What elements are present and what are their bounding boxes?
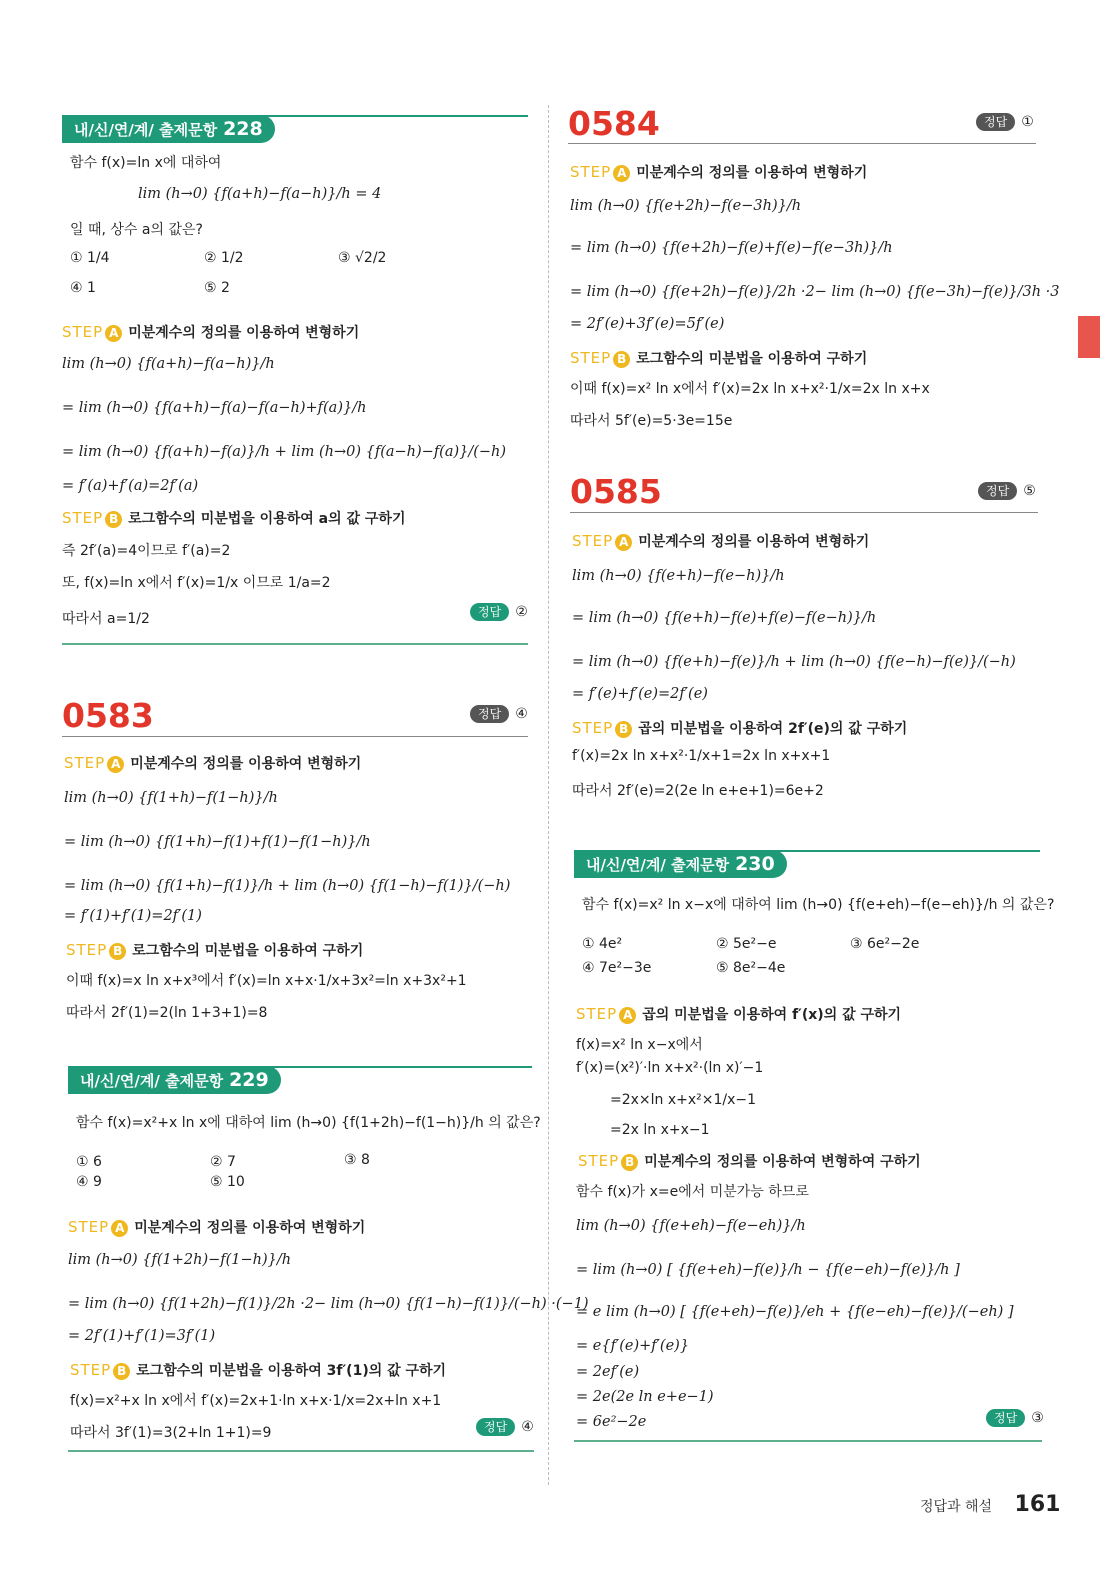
box-228-step-a: STEP A 미분계수의 정의를 이용하여 변형하기 [62, 323, 360, 341]
box-228-top-line [62, 115, 528, 117]
box-230-b-line5: = e{f′(e)+f′(e)} [576, 1338, 690, 1354]
box-230-number: 230 [735, 853, 775, 875]
box-229-top-line [68, 1066, 532, 1068]
box-230-b-line8: = 6e²−2e [576, 1414, 647, 1430]
problem-0584-step-b: STEP B 로그함수의 미분법을 이용하여 구하기 [570, 349, 868, 367]
problem-0585-step-b: STEP B 곱의 미분법을 이용하여 2f′(e)의 값 구하기 [572, 719, 908, 737]
box-230-a-line1: f(x)=x² ln x−x에서 [576, 1037, 703, 1053]
answer-badge: 정답 [978, 482, 1017, 500]
box-228-number: 228 [223, 118, 263, 140]
choice-5: ⑤ 2 [204, 280, 230, 296]
box-229-prefix: 내/신/연/계/ 출제문항 [80, 1072, 224, 1090]
answer-badge: 정답 [470, 705, 509, 723]
box-230-top-line [574, 850, 1040, 852]
box-230-b-line1: 함수 f(x)가 x=e에서 미분가능 하므로 [576, 1184, 809, 1200]
p0584-b-line1: 이때 f(x)=x² ln x에서 f′(x)=2x ln x+x²·1/x=2x ln x+x [570, 381, 930, 397]
p0583-a-line4: = f′(1)+f′(1)=2f′(1) [64, 908, 202, 924]
box-229-question: 함수 f(x)=x²+x ln x에 대하여 lim (h→0) {f(1+2h)−f(1−h)}/h 의 값은? [76, 1115, 541, 1131]
choice-1: ① 1/4 [70, 250, 110, 266]
box-230-step-b: STEP B 미분계수의 정의를 이용하여 변형하여 구하기 [578, 1152, 921, 1170]
column-divider [548, 105, 549, 1485]
box-228-a-line3: = lim (h→0) {f(a+h)−f(a)}/h + lim (h→0) {f(a−h)−f(a)}/(−h) [62, 444, 507, 460]
page-number: 161 [1014, 1492, 1061, 1517]
box-229-step-a: STEP A 미분계수의 정의를 이용하여 변형하기 [68, 1218, 366, 1236]
box-230-b-line3: = lim (h→0) [ {f(e+eh)−f(e)}/h − {f(e−eh)−f(e)}/h ] [576, 1262, 960, 1278]
problem-0583-answer: 정답 ④ [470, 705, 528, 723]
choice-2: ② 1/2 [204, 250, 244, 266]
p0583-b-line2: 따라서 2f′(1)=2(ln 1+3+1)=8 [66, 1005, 268, 1021]
box-228-question-line3: 일 때, 상수 a의 값은? [70, 222, 203, 238]
box-228-question-line1: 함수 f(x)=ln x에 대하여 [70, 155, 222, 171]
footer-label: 정답과 해설 [920, 1499, 993, 1515]
answer-badge: 정답 [976, 113, 1015, 131]
chapter-tab-marker [1078, 316, 1100, 358]
p0585-a-line4: = f′(e)+f′(e)=2f′(e) [572, 686, 708, 702]
box-230-header [574, 850, 787, 878]
box-230-a-line3: =2x×ln x+x²×1/x−1 [610, 1092, 757, 1108]
choice-3: ③ 6e²−2e [850, 936, 920, 952]
box-228-b-line3: 따라서 a=1/2 [62, 611, 150, 627]
problem-0583-step-b: STEP B 로그함수의 미분법을 이용하여 구하기 [66, 941, 364, 959]
box-229-header [68, 1066, 281, 1094]
box-228-header [62, 115, 275, 143]
box-230-a-line4: =2x ln x+x−1 [610, 1122, 710, 1138]
box-228-a-line4: = f′(a)+f′(a)=2f′(a) [62, 478, 199, 494]
problem-0583-step-a: STEP A 미분계수의 정의를 이용하여 변형하기 [64, 754, 362, 772]
box-228-step-b: STEP B 로그함수의 미분법을 이용하여 a의 값 구하기 [62, 509, 406, 527]
box-228-b-line1: 즉 2f′(a)=4이므로 f′(a)=2 [62, 543, 231, 559]
choice-5: ⑤ 10 [210, 1174, 245, 1190]
box-228-b-line2: 또, f(x)=ln x에서 f′(x)=1/x 이므로 1/a=2 [62, 575, 331, 591]
choice-5: ⑤ 8e²−4e [716, 960, 786, 976]
box-228-bottom-line [62, 643, 528, 645]
problem-0584-answer: 정답 ① [976, 113, 1034, 131]
p0584-a-line4: = 2f′(e)+3f′(e)=5f′(e) [570, 316, 725, 332]
box-229-b-line1: f(x)=x²+x ln x에서 f′(x)=2x+1·ln x+x·1/x=2x+ln x+1 [70, 1393, 442, 1409]
choice-1: ① 4e² [582, 936, 623, 952]
choice-4: ④ 7e²−3e [582, 960, 652, 976]
box-228-question-limit: lim (h→0) {f(a+h)−f(a−h)}/h = 4 [138, 186, 382, 202]
p0585-a-line2: = lim (h→0) {f(e+h)−f(e)+f(e)−f(e−h)}/h [572, 610, 877, 626]
box-228-answer: 정답 ② [470, 603, 528, 621]
p0584-a-line3: = lim (h→0) {f(e+2h)−f(e)}/2h ·2− lim (h→0) {f(e−3h)−f(e)}/3h ·3 [570, 284, 1060, 300]
box-230-question: 함수 f(x)=x² ln x−x에 대하여 lim (h→0) {f(e+eh)−f(e−eh)}/h 의 값은? [582, 897, 1055, 913]
problem-number-0585: 0585 [570, 472, 662, 511]
p0583-a-line3: = lim (h→0) {f(1+h)−f(1)}/h + lim (h→0) {f(1−h)−f(1)}/(−h) [64, 878, 511, 894]
choice-1: ① 6 [76, 1154, 102, 1170]
box-229-answer: 정답 ④ [476, 1418, 534, 1436]
box-229-step-b: STEP B 로그함수의 미분법을 이용하여 3f′(1)의 값 구하기 [70, 1361, 447, 1379]
box-230-b-line7: = 2e(2e ln e+e−1) [576, 1389, 714, 1405]
box-228-prefix: 내/신/연/계/ 출제문항 [74, 121, 218, 139]
problem-0585-step-a: STEP A 미분계수의 정의를 이용하여 변형하기 [572, 532, 870, 550]
p0585-b-line1: f′(x)=2x ln x+x²·1/x+1=2x ln x+x+1 [572, 748, 831, 764]
problem-number-0583: 0583 [62, 696, 154, 735]
choice-2: ② 7 [210, 1154, 236, 1170]
choice-3: ③ 8 [344, 1152, 370, 1168]
problem-number-0584: 0584 [568, 104, 660, 143]
box-230-b-line4: = e lim (h→0) [ {f(e+eh)−f(e)}/eh + {f(e−eh)−f(e)}/(−eh) ] [576, 1304, 1014, 1320]
problem-0585-answer: 정답 ⑤ [978, 482, 1036, 500]
p0584-b-line2: 따라서 5f′(e)=5·3e=15e [570, 413, 733, 429]
answer-badge: 정답 [470, 603, 509, 621]
choice-4: ④ 9 [76, 1174, 102, 1190]
box-230-a-line2: f′(x)=(x²)′·ln x+x²·(ln x)′−1 [576, 1060, 764, 1076]
box-229-a-line2: = lim (h→0) {f(1+2h)−f(1)}/2h ·2− lim (h→0) {f(1−h)−f(1)}/(−h) ·(−1) [68, 1296, 589, 1312]
box-229-bottom-line [68, 1450, 534, 1452]
choice-2: ② 5e²−e [716, 936, 777, 952]
answer-badge: 정답 [986, 1409, 1025, 1427]
p0583-a-line2: = lim (h→0) {f(1+h)−f(1)+f(1)−f(1−h)}/h [64, 834, 371, 850]
answer-badge: 정답 [476, 1418, 515, 1436]
p0584-a-line1: lim (h→0) {f(e+2h)−f(e−3h)}/h [570, 198, 802, 214]
problem-0584-step-a: STEP A 미분계수의 정의를 이용하여 변형하기 [570, 163, 868, 181]
box-230-b-line2: lim (h→0) {f(e+eh)−f(e−eh)}/h [576, 1218, 806, 1234]
choice-3: ③ √2/2 [338, 250, 387, 266]
p0583-b-line1: 이때 f(x)=x ln x+x³에서 f′(x)=ln x+x·1/x+3x²=ln x+3x²+1 [66, 973, 467, 989]
box-229-b-line2: 따라서 3f′(1)=3(2+ln 1+1)=9 [70, 1425, 272, 1441]
box-229-number: 229 [229, 1069, 269, 1091]
p0585-b-line2: 따라서 2f′(e)=2(2e ln e+e+1)=6e+2 [572, 783, 824, 799]
problem-0585-rule [570, 512, 1038, 513]
problem-0584-rule [568, 143, 1036, 144]
box-230-bottom-line [574, 1440, 1042, 1442]
box-230-prefix: 내/신/연/계/ 출제문항 [586, 856, 730, 874]
box-229-a-line3: = 2f′(1)+f′(1)=3f′(1) [68, 1328, 216, 1344]
p0584-a-line2: = lim (h→0) {f(e+2h)−f(e)+f(e)−f(e−3h)}/h [570, 240, 893, 256]
box-229-a-line1: lim (h→0) {f(1+2h)−f(1−h)}/h [68, 1252, 292, 1268]
box-230-step-a: STEP A 곱의 미분법을 이용하여 f′(x)의 값 구하기 [576, 1005, 902, 1023]
box-230-answer: 정답 ③ [986, 1409, 1044, 1427]
p0585-a-line1: lim (h→0) {f(e+h)−f(e−h)}/h [572, 568, 785, 584]
p0585-a-line3: = lim (h→0) {f(e+h)−f(e)}/h + lim (h→0) {f(e−h)−f(e)}/(−h) [572, 654, 1016, 670]
box-228-a-line1: lim (h→0) {f(a+h)−f(a−h)}/h [62, 356, 275, 372]
box-228-a-line2: = lim (h→0) {f(a+h)−f(a)−f(a−h)+f(a)}/h [62, 400, 367, 416]
box-230-b-line6: = 2ef′(e) [576, 1364, 640, 1380]
choice-4: ④ 1 [70, 280, 96, 296]
p0583-a-line1: lim (h→0) {f(1+h)−f(1−h)}/h [64, 790, 278, 806]
page-footer [920, 1492, 1060, 1517]
problem-0583-rule [62, 736, 528, 737]
